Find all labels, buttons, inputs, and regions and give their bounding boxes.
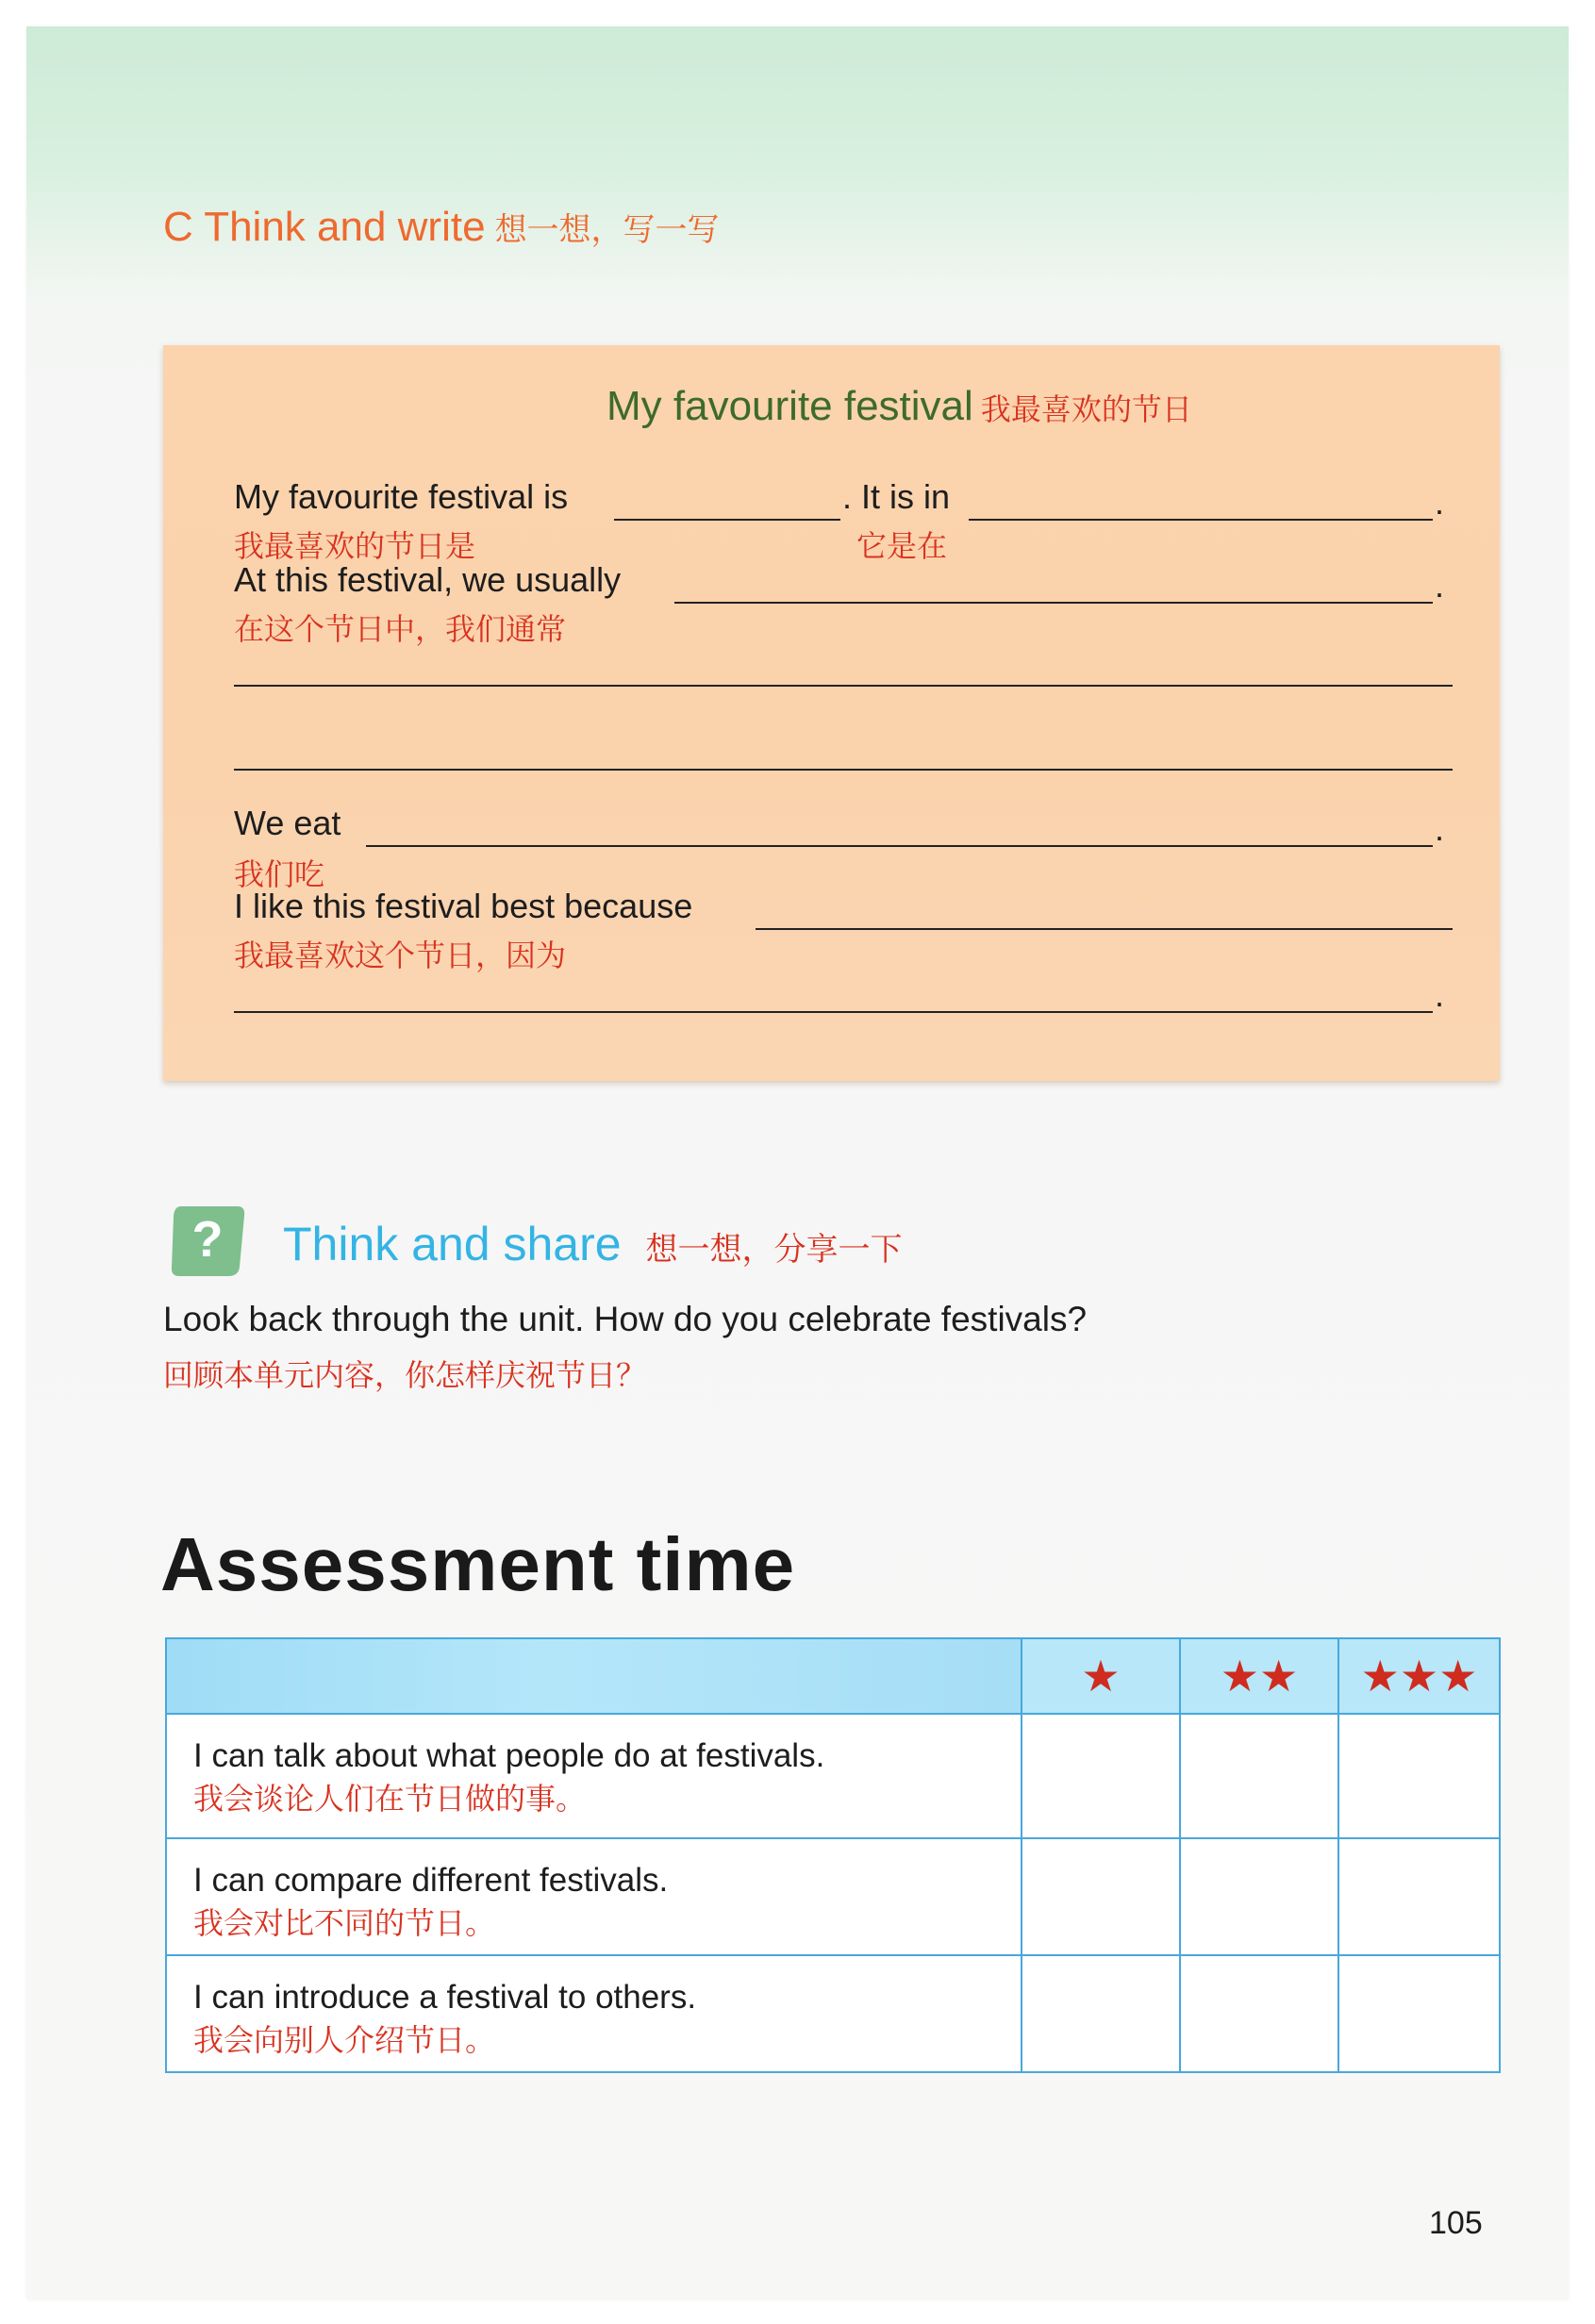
table-header-row bbox=[166, 1638, 1500, 1714]
prompt-like-because: I like this festival best because bbox=[234, 887, 693, 925]
assessment-table bbox=[165, 1637, 1501, 2073]
answer-line-festival[interactable] bbox=[614, 519, 840, 521]
one-star-cell[interactable] bbox=[1022, 1955, 1180, 2072]
answer-line-reason-2[interactable] bbox=[234, 1011, 1433, 1013]
answer-line-activity[interactable] bbox=[674, 602, 1433, 604]
assessment-title: Assessment time bbox=[160, 1522, 796, 1606]
row-text-cn: 我会对比不同的节日。 bbox=[193, 1905, 496, 1941]
prompt-it-is-in-cn: 它是在 bbox=[856, 528, 948, 564]
table-row bbox=[166, 1955, 1500, 2072]
header-blank-cell bbox=[166, 1638, 1022, 1714]
section-c-title-cn: 想一想，写一写 bbox=[494, 211, 720, 249]
table-row bbox=[166, 1838, 1500, 1955]
share-title-cn: 想一想，分享一下 bbox=[645, 1231, 903, 1269]
card-title bbox=[606, 383, 1192, 430]
three-star-cell[interactable] bbox=[1338, 1838, 1500, 1955]
two-star-cell[interactable] bbox=[1180, 1838, 1338, 1955]
row-text-en: I can introduce a festival to others. bbox=[193, 1979, 697, 2016]
answer-line-extra-2[interactable] bbox=[234, 769, 1453, 771]
share-title-en: Think and share bbox=[283, 1218, 622, 1270]
page-number: 105 bbox=[1429, 2205, 1483, 2241]
period-mark: . bbox=[1435, 483, 1445, 522]
prompt-we-eat: We eat bbox=[234, 804, 341, 842]
three-star-cell[interactable] bbox=[1338, 1714, 1500, 1838]
period-mark: . bbox=[1435, 975, 1445, 1014]
answer-line-food[interactable] bbox=[366, 845, 1433, 847]
row-description bbox=[166, 1714, 1022, 1838]
row-text-en: I can compare different festivals. bbox=[193, 1862, 669, 1899]
answer-line-reason[interactable] bbox=[756, 928, 1453, 930]
period-mark: . bbox=[1435, 566, 1445, 605]
share-question-cn: 回顾本单元内容，你怎样庆祝节日？ bbox=[163, 1357, 647, 1393]
prompt-like-because-cn: 我最喜欢这个节日，因为 bbox=[234, 938, 567, 973]
row-text-cn: 我会谈论人们在节日做的事。 bbox=[193, 1781, 587, 1817]
card-title-cn: 我最喜欢的节日 bbox=[980, 391, 1192, 427]
card-title-en: My favourite festival bbox=[606, 383, 973, 429]
question-mark-glyph: ? bbox=[191, 1211, 224, 1268]
answer-line-month[interactable] bbox=[969, 519, 1433, 521]
prompt-favourite-festival: My favourite festival is bbox=[234, 477, 569, 516]
three-star-header: ★★★ bbox=[1338, 1638, 1500, 1714]
two-star-cell[interactable] bbox=[1180, 1714, 1338, 1838]
section-c-heading bbox=[163, 204, 720, 251]
textbook-page bbox=[26, 26, 1569, 2299]
prompt-we-usually: At this festival, we usually bbox=[234, 560, 622, 599]
prompt-favourite-festival-cn: 我最喜欢的节日是 bbox=[234, 528, 476, 564]
three-star-cell[interactable] bbox=[1338, 1955, 1500, 2072]
period-mark: . bbox=[1435, 809, 1445, 848]
two-star-header: ★★ bbox=[1180, 1638, 1338, 1714]
one-star-cell[interactable] bbox=[1022, 1714, 1180, 1838]
prompt-we-usually-cn: 在这个节日中，我们通常 bbox=[234, 611, 567, 647]
question-mark-icon bbox=[168, 1201, 247, 1280]
prompt-it-is-in: . It is in bbox=[842, 477, 951, 516]
one-star-cell[interactable] bbox=[1022, 1838, 1180, 1955]
answer-line-extra-1[interactable] bbox=[234, 685, 1453, 687]
share-question: Look back through the unit. How do you celebrate festivals? bbox=[163, 1300, 1088, 1338]
one-star-header: ★ bbox=[1022, 1638, 1180, 1714]
prompt-we-eat-cn: 我们吃 bbox=[234, 856, 325, 892]
think-and-share-heading bbox=[283, 1217, 903, 1271]
row-text-en: I can talk about what people do at festivals. bbox=[193, 1737, 825, 1774]
section-c-title-en: C Think and write bbox=[163, 204, 486, 250]
row-description bbox=[166, 1955, 1022, 2072]
table-row bbox=[166, 1714, 1500, 1838]
writing-card bbox=[163, 345, 1500, 1081]
row-text-cn: 我会向别人介绍节日。 bbox=[193, 2022, 496, 2058]
row-description bbox=[166, 1838, 1022, 1955]
two-star-cell[interactable] bbox=[1180, 1955, 1338, 2072]
